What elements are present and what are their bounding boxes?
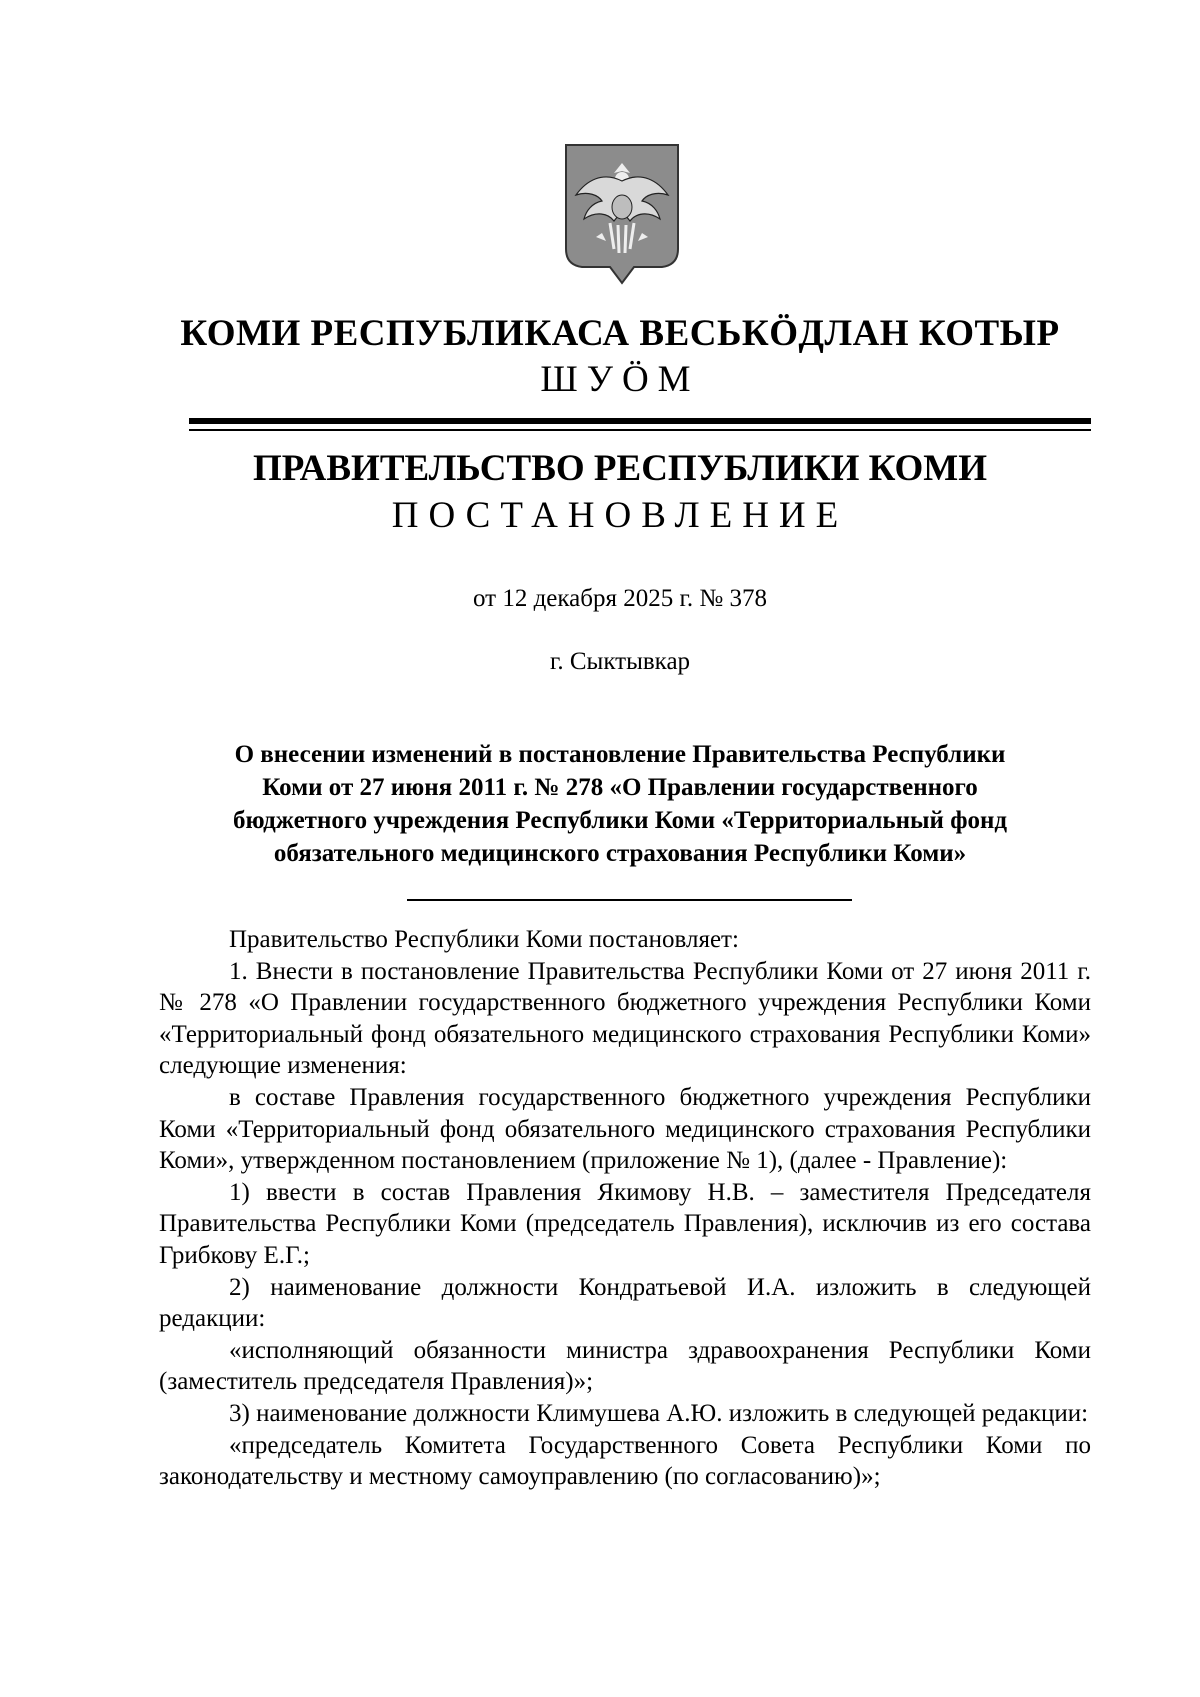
body-paragraph: в составе Правления государственного бюджетного учреждения Республики Коми «Территориальный фонд обязательного медицинского страхования Республики Коми», утвержденном постановлением (приложение № 1), (далее - Правление): <box>159 1083 1091 1175</box>
date-number-line: от 12 декабря 2025 г. № 378 <box>472 585 768 612</box>
body-paragraph: Правительство Республики Коми постановляет: <box>229 926 739 953</box>
document-body <box>159 924 1091 1493</box>
subject-underline <box>407 899 852 901</box>
subject-line: бюджетного учреждения Республики Коми «Территориальный фонд <box>232 807 1008 834</box>
subject-line: О внесении изменений в постановление Правительства Республики <box>234 741 1006 768</box>
header-divider-thin <box>189 429 1091 431</box>
komi-coat-of-arms-icon <box>562 141 682 289</box>
subject-line: Коми от 27 июня 2011 г. № 278 «О Правлении государственного <box>262 774 978 801</box>
subject-line: обязательного медицинского страхования Республики Коми» <box>273 840 967 867</box>
gov-org-title: ПРАВИТЕЛЬСТВО РЕСПУБЛИКИ КОМИ <box>253 448 987 489</box>
city-line: г. Сыктывкар <box>549 648 691 675</box>
body-paragraph: «председатель Комитета Государственного Совета Республики Коми по законодательству и местному самоуправлению (по согласованию)»; <box>159 1431 1091 1491</box>
doc-type: ПОСТАНОВЛЕНИЕ <box>391 495 849 536</box>
body-paragraph: 1. Внести в постановление Правительства Республики Коми от 27 июня 2011 г. № 278 «О Правлении государственного бюджетного учреждения Республики Коми «Территориальный фонд обязательного медицинского страхования Республики Коми» следующие изменения: <box>159 957 1091 1080</box>
document-subject <box>150 738 1090 870</box>
header-divider-thick <box>189 418 1091 424</box>
body-paragraph: 2) наименование должности Кондратьевой И.А. изложить в следующей редакции: <box>159 1273 1091 1333</box>
body-paragraph: 3) наименование должности Климушева А.Ю. изложить в следующей редакции: <box>229 1399 1089 1427</box>
komi-org-title: КОМИ РЕСПУБЛИКАСА ВЕСЬКӦДЛАН КОТЫР <box>180 313 1060 354</box>
body-paragraph: 1) ввести в состав Правления Якимову Н.В. – заместителя Председателя Правительства Республики Коми (председатель Правления), исключив из его состава Грибкову Е.Г.; <box>159 1178 1091 1269</box>
body-paragraph: «исполняющий обязанности министра здравоохранения Республики Коми (заместитель председателя Правления)»; <box>159 1336 1091 1396</box>
komi-doc-type: ШУӦМ <box>540 359 700 400</box>
